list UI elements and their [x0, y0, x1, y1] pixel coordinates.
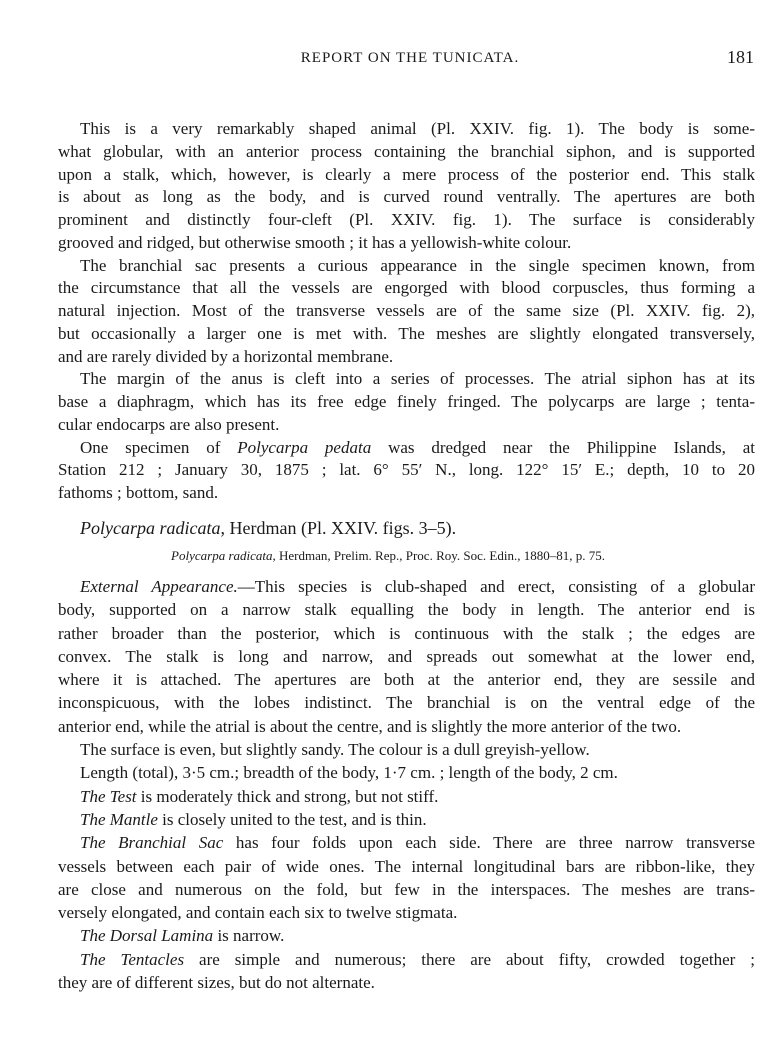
- text-line: [58, 141, 755, 164]
- text-line: [58, 855, 755, 878]
- text-line: [58, 598, 755, 621]
- text-line: [58, 277, 755, 300]
- text-segment: grooved and ridged, but otherwise smooth ; it has a yellowish-white colour.: [58, 232, 572, 252]
- text-segment: where it is attached. The apertures are both at the anterior end, they are sessile and: [58, 670, 755, 690]
- text-line: [58, 209, 755, 232]
- text-segment: Station 212 ; January 30, 1875 ; lat. 6° 55′ N., long. 122° 15′ E.; depth, 10 to 20: [58, 460, 755, 480]
- text-segment: Length (total), 3·5 cm.; breadth of the body, 1·7 cm. ; length of the body, 2 cm.: [80, 763, 618, 783]
- text-segment: upon a stalk, which, however, is clearly a mere process of the posterior end. This stalk: [58, 164, 755, 184]
- text-line: [58, 761, 755, 784]
- text-segment: is about as long as the body, and is curved round ventrally. The apertures are both: [58, 187, 755, 207]
- text-segment: has four folds upon each side. There are three narrow transverse: [223, 833, 755, 853]
- text-line: [58, 878, 755, 901]
- text-segment: This is a very remarkably shaped animal (Pl. XXIV. fig. 1). The body is some-: [80, 119, 755, 138]
- text-line: [58, 831, 755, 854]
- text-segment: but occasionally a larger one is met with. The meshes are slightly elongated transversely,: [58, 323, 755, 343]
- text-segment: is closely united to the test, and is thin.: [157, 809, 427, 829]
- text-segment: they are of different sizes, but do not alternate.: [58, 973, 375, 993]
- text-line: [58, 785, 755, 808]
- text-segment: body, supported on a narrow stalk equalling the body in length. The anterior end is: [58, 600, 755, 620]
- text-line: [58, 971, 755, 994]
- italic-text: The Branchial Sac: [80, 833, 224, 853]
- text-line: [58, 808, 755, 831]
- text-line: [58, 901, 755, 924]
- text-line: [58, 391, 755, 414]
- italic-text: The Dorsal Lamina: [80, 926, 214, 946]
- text-line: [58, 482, 755, 505]
- text-line: [58, 924, 755, 947]
- text-segment: natural injection. Most of the transverse vessels are of the same size (Pl. XXIV. fig. 2),: [58, 301, 755, 320]
- text-line: [58, 300, 755, 323]
- text-segment: are close and numerous on the fold, but few in the interspaces. The meshes are trans-: [58, 879, 755, 899]
- text-segment: fathoms ; bottom, sand.: [58, 483, 219, 502]
- text-segment: convex. The stalk is long and narrow, and spreads out somewhat at the lower end,: [58, 646, 755, 666]
- italic-text: The Tentacles: [80, 949, 185, 969]
- text-segment: vessels between each pair of wide ones. The internal longitudinal bars are ribbon-like, they: [58, 856, 755, 876]
- text-segment: is moderately thick and strong, but not stiff.: [136, 786, 439, 806]
- text-line: [58, 622, 755, 645]
- text-segment: —This species is club-shaped and erect, consisting of a globular: [237, 577, 755, 596]
- text-line: [58, 118, 755, 141]
- citation-name: Polycarpa radicata: [171, 548, 273, 563]
- text-line: [58, 668, 755, 691]
- text-segment: are simple and numerous; there are about fifty, crowded together ;: [184, 949, 755, 969]
- text-line: [58, 715, 755, 738]
- text-line: [58, 414, 755, 437]
- running-title: REPORT ON THE TUNICATA.: [300, 50, 520, 66]
- body-text-radicata: [58, 575, 755, 994]
- text-segment: cular endocarps are also present.: [58, 414, 280, 434]
- text-segment: rather broader than the posterior, which is continuous with the stalk ; the edges are: [58, 623, 755, 643]
- text-segment: the circumstance that all the vessels are engorged with blood corpuscles, thus forming a: [58, 278, 755, 298]
- text-line: [58, 346, 755, 369]
- species-heading: [80, 518, 456, 539]
- citation-rest: , Herdman, Prelim. Rep., Proc. Roy. Soc. Edin., 1880–81, p. 75.: [272, 548, 605, 563]
- text-segment: One specimen of: [80, 437, 238, 457]
- text-segment: and are rarely divided by a horizontal membrane.: [58, 346, 394, 366]
- text-segment: was dredged near the Philippine Islands, at: [371, 437, 755, 457]
- italic-text: External Appearance.: [80, 577, 238, 596]
- text-line: [58, 232, 755, 255]
- text-line: [58, 645, 755, 668]
- heading-rest: , Herdman (Pl. XXIV. figs. 3–5).: [220, 518, 457, 538]
- text-segment: anterior end, while the atrial is about the centre, and is slightly the more anterior of the two.: [58, 716, 682, 736]
- text-segment: what globular, with an anterior process containing the branchial siphon, and is supported: [58, 141, 755, 161]
- body-text-pedata: [58, 118, 755, 505]
- italic-text: Polycarpa pedata: [237, 437, 372, 457]
- text-line: [58, 437, 755, 460]
- text-segment: prominent and distinctly four-cleft (Pl. XXIV. fig. 1). The surface is considerably: [58, 210, 755, 229]
- text-line: [58, 575, 755, 598]
- text-segment: The branchial sac presents a curious appearance in the single specimen known, from: [80, 255, 755, 275]
- page-number: 181: [727, 47, 754, 67]
- text-segment: The margin of the anus is cleft into a series of processes. The atrial siphon has at its: [80, 369, 755, 389]
- text-line: [58, 255, 755, 278]
- text-line: [58, 186, 755, 209]
- text-line: [58, 948, 755, 971]
- citation: [0, 548, 776, 564]
- text-line: [58, 323, 755, 346]
- text-line: [58, 691, 755, 714]
- text-line: [58, 164, 755, 187]
- text-segment: base a diaphragm, which has its free edge finely fringed. The polycarps are large ; tenta-: [58, 392, 755, 411]
- text-line: [58, 459, 755, 482]
- text-segment: versely elongated, and contain each six to twelve stigmata.: [58, 903, 458, 923]
- text-segment: The surface is even, but slightly sandy. The colour is a dull greyish-yellow.: [80, 740, 590, 760]
- text-line: [58, 738, 755, 761]
- species-name: Polycarpa radicata: [80, 518, 221, 538]
- italic-text: The Test: [80, 786, 137, 806]
- italic-text: The Mantle: [80, 809, 158, 829]
- text-segment: is narrow.: [213, 926, 285, 946]
- text-line: [58, 368, 755, 391]
- text-segment: inconspicuous, with the lobes indistinct. The branchial is on the ventral edge of the: [58, 693, 755, 713]
